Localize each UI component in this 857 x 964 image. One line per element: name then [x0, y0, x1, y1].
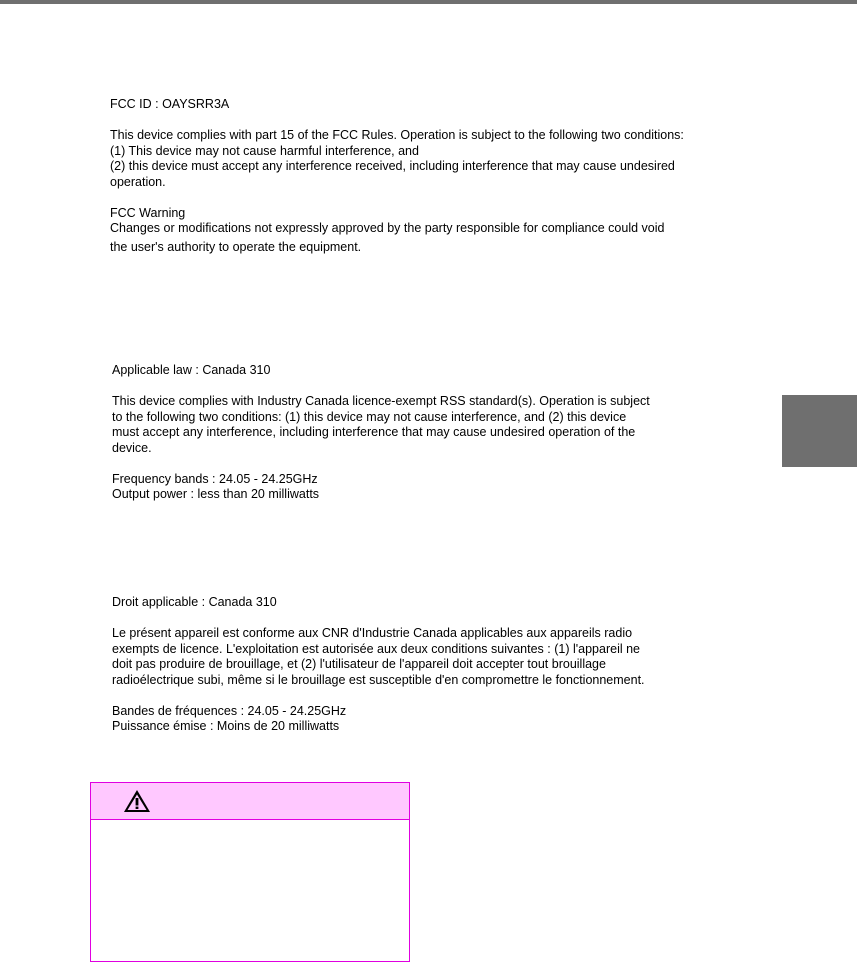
canada-en-statement-line: must accept any interference, including interference that may cause undesired operation of the: [112, 425, 636, 439]
top-divider: [0, 0, 857, 4]
fcc-id: FCC ID : OAYSRR3A: [110, 97, 230, 111]
canada-fr-statement-line: exempts de licence. L'exploitation est autorisée aux deux conditions suivantes : (1) l'appareil ne: [112, 641, 640, 656]
canada-en-statement-line: This device complies with Industry Canada licence-exempt RSS standard(s). Operation is subject: [112, 394, 650, 408]
fcc-warning-line: Changes or modifications not expressly approved by the party responsible for compliance could void: [110, 221, 665, 235]
canada-en-statement-line: to the following two conditions: (1) this device may not cause interference, and (2) this device: [112, 409, 627, 424]
canada-en-section: [112, 363, 650, 503]
canada-fr-statement-line: Le présent appareil est conforme aux CNR d'Industrie Canada applicables aux appareils radio: [112, 626, 633, 640]
caution-header: [91, 783, 409, 820]
canada-en-law: Applicable law : Canada 310: [112, 363, 271, 377]
caution-box: [90, 782, 410, 962]
fcc-compliance-line: This device complies with part 15 of the FCC Rules. Operation is subject to the following two conditions:: [110, 128, 684, 142]
canada-en-frequency: Frequency bands : 24.05 - 24.25GHz: [112, 471, 318, 486]
fcc-compliance-line: (2) this device must accept any interference received, including interference that may cause undesired: [110, 159, 675, 173]
canada-en-power: Output power : less than 20 milliwatts: [112, 487, 320, 501]
fcc-section: [110, 97, 684, 255]
fcc-warning-title: FCC Warning: [110, 205, 186, 220]
canada-fr-statement-line: doit pas produire de brouillage, et (2) l'utilisateur de l'appareil doit accepter tout brouillage: [112, 657, 606, 671]
fcc-compliance-line: (1) This device may not cause harmful interference, and: [110, 143, 419, 158]
canada-fr-frequency: Bandes de fréquences : 24.05 - 24.25GHz: [112, 703, 347, 718]
canada-fr-law: Droit applicable : Canada 310: [112, 595, 277, 609]
canada-fr-power: Puissance émise : Moins de 20 milliwatts: [112, 719, 340, 733]
warning-triangle-icon: [123, 789, 151, 813]
canada-en-statement-line: device.: [112, 440, 152, 455]
section-tab: [782, 395, 857, 467]
fcc-warning-line: the user's authority to operate the equipment.: [110, 239, 362, 254]
canada-fr-section: [112, 595, 645, 735]
fcc-compliance-line: operation.: [110, 174, 166, 189]
canada-fr-statement-line: radioélectrique subi, même si le brouillage est susceptible d'en compromettre le fonctionnement.: [112, 672, 645, 687]
